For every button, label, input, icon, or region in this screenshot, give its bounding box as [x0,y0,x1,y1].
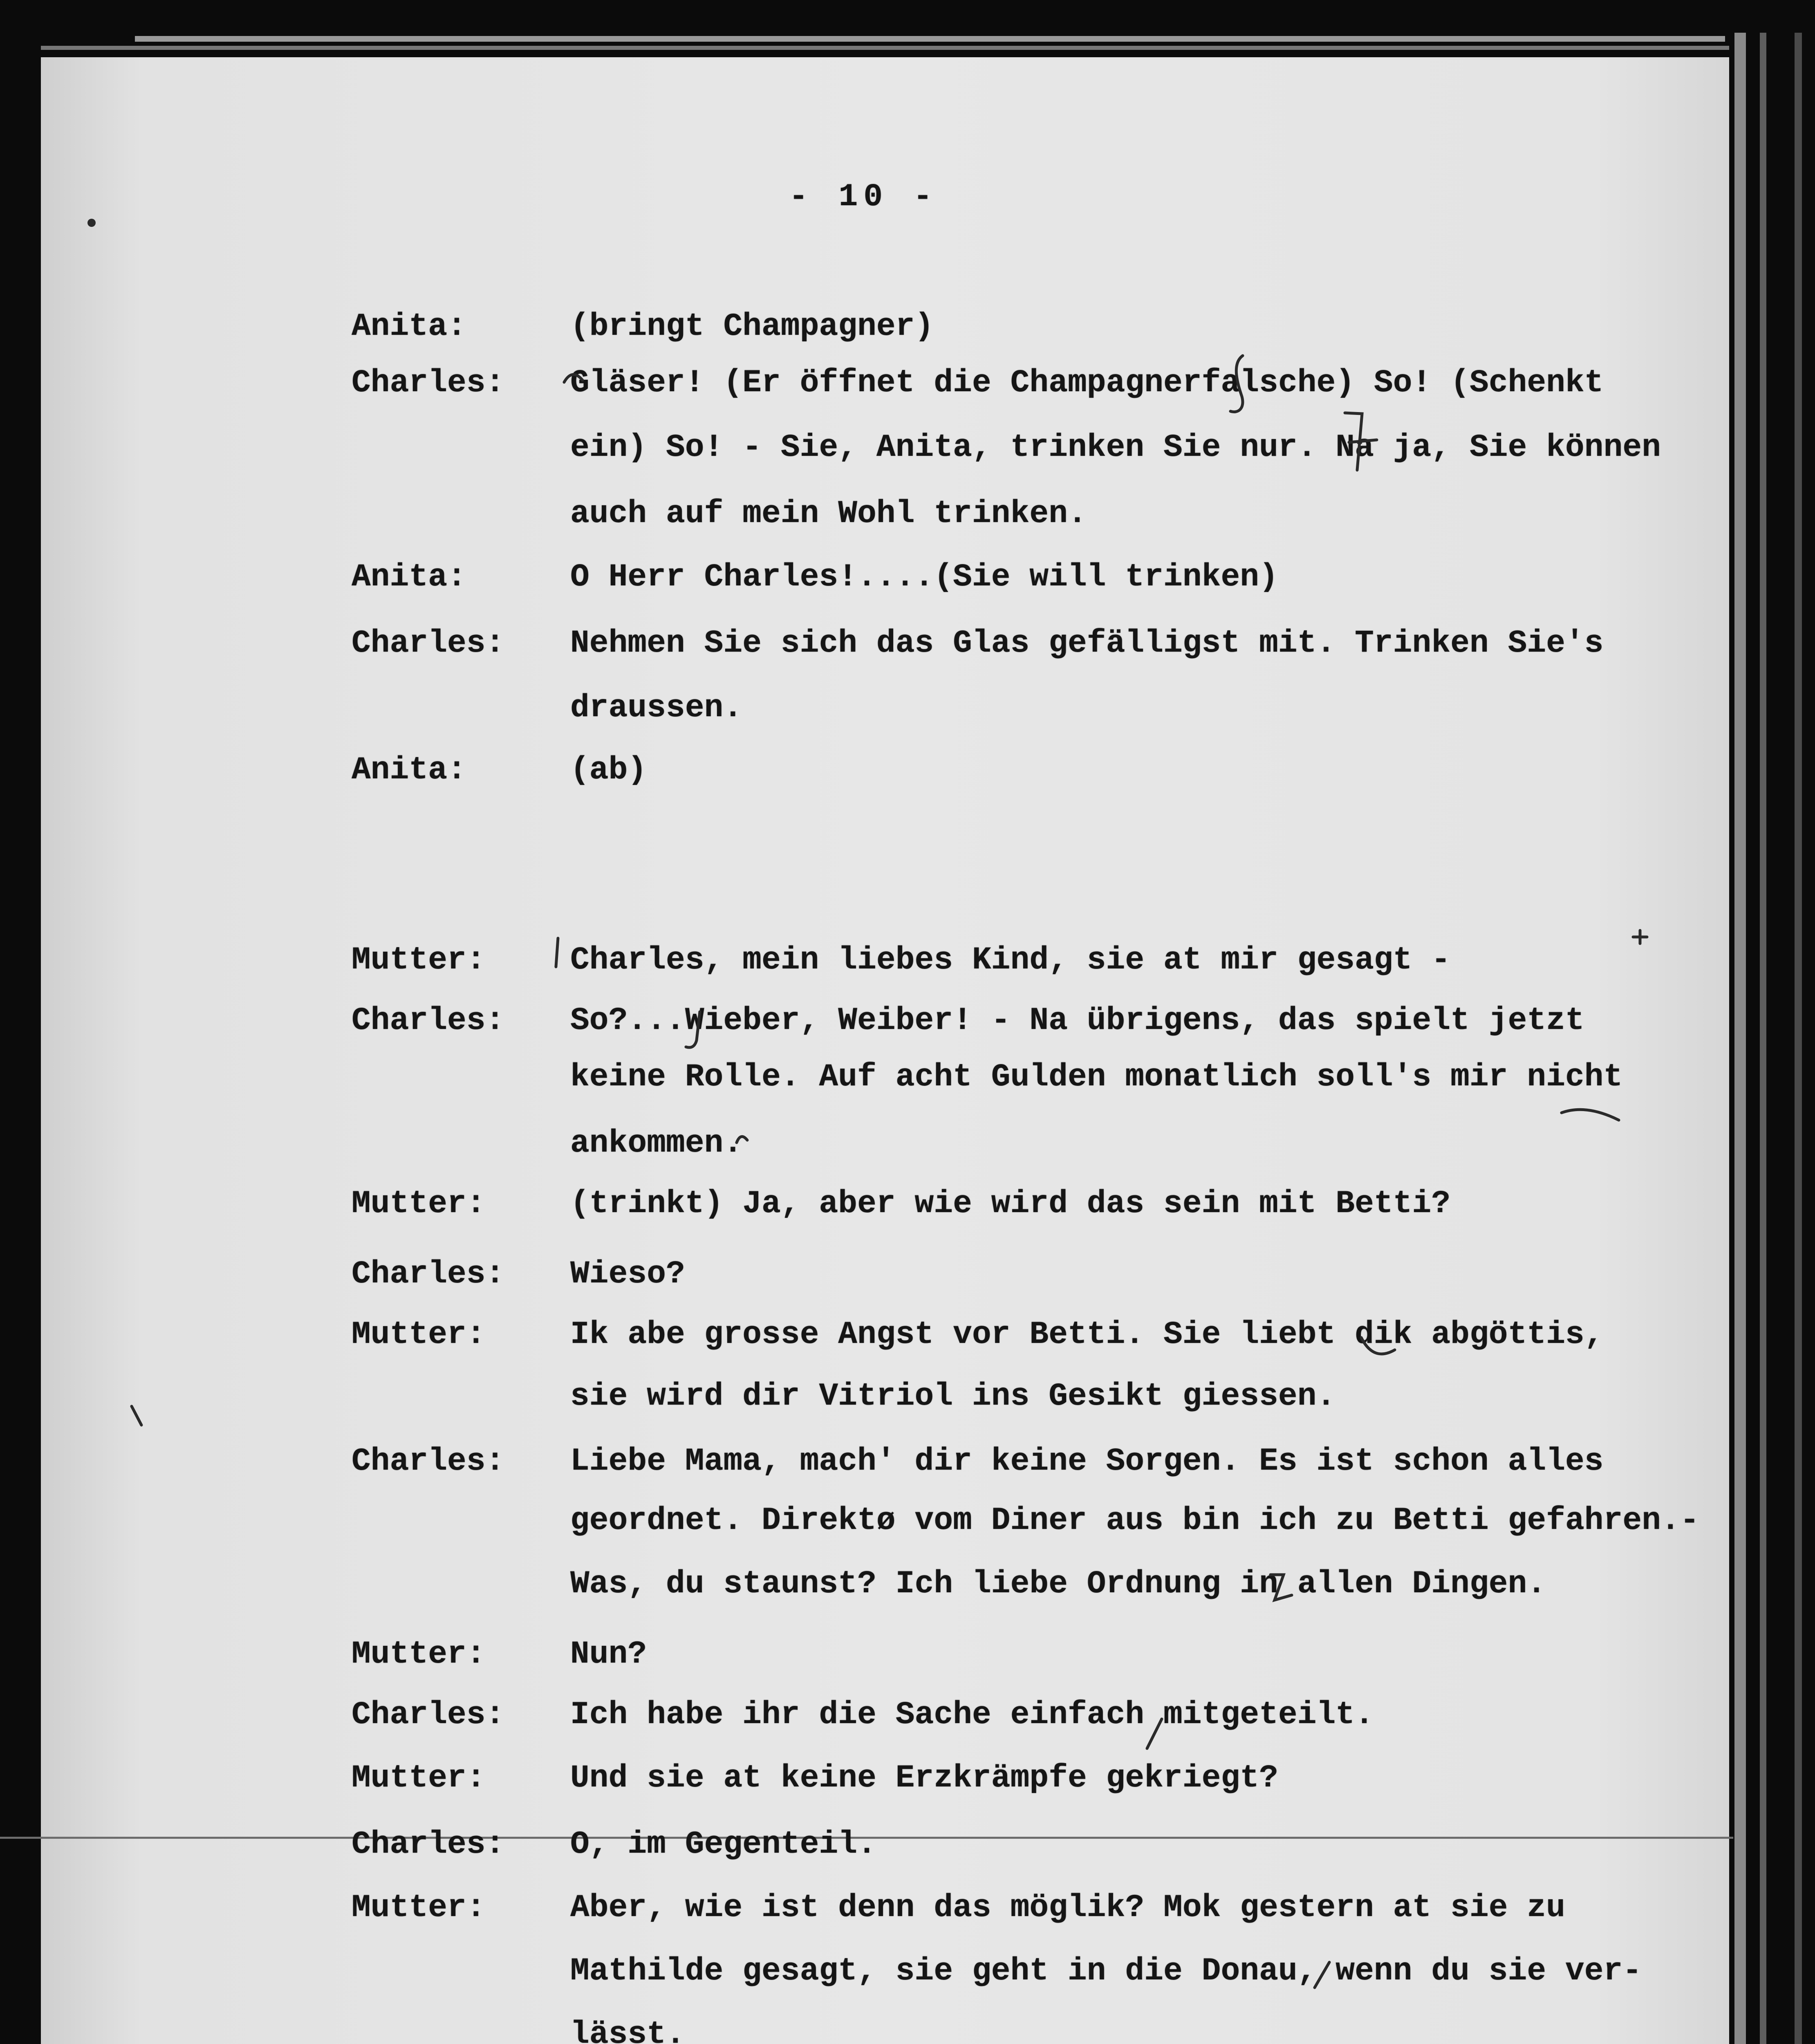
dialogue-line [0,1059,1815,1096]
page-header [0,179,1815,215]
dialogue-line [0,1953,1815,1990]
dialogue-text: Liebe Mama, mach' dir keine Sorgen. Es ist schon alles [570,1443,1604,1479]
dialogue-text: Nun? [570,1636,647,1672]
dialogue-line [0,308,1815,345]
dialogue-text: sie wird dir Vitriol ins Gesikt giessen. [570,1378,1336,1414]
dialogue-text: Ich habe ihr die Sache einfach mitgeteilt. [570,1697,1374,1733]
dialogue-line [0,690,1815,726]
dialogue-line [0,2016,1815,2044]
speaker-label: Charles: [352,1443,505,1479]
speaker-label: Anita: [352,309,466,345]
speaker-label: Mutter: [352,1186,486,1222]
dialogue-text: So?...Wieber, Weiber! - Na übrigens, das spielt jetzt [570,1003,1584,1039]
dialogue-text: (ab) [570,752,647,788]
speaker-label: Charles: [352,1256,505,1292]
dialogue-line [0,1316,1815,1353]
dialogue-text: draussen. [570,690,743,726]
dialogue-text: Und sie at keine Erzkrämpfe gekriegt? [570,1760,1278,1796]
dialogue-line [0,752,1815,789]
speaker-label: Charles: [352,1697,505,1733]
speaker-label: Charles: [352,365,505,401]
dialogue-text: Ik abe grosse Angst vor Betti. Sie liebt dik abgöttis, [570,1317,1604,1353]
speaker-label: Anita: [352,752,466,788]
speaker-label: Anita: [352,559,466,595]
dialogue-line [0,1889,1815,1926]
page-stack-edge-top [135,36,1725,42]
dialogue-text: Mathilde gesagt, sie geht in die Donau, wenn du sie ver- [570,1953,1642,1989]
typewritten-page [41,57,1729,2044]
dialogue-text: (bringt Champagner) [570,309,934,345]
dialogue-line [0,1760,1815,1797]
dialogue-line [0,1378,1815,1415]
dialogue-text: Was, du staunst? Ich liebe Ordnung in allen Dingen. [570,1566,1546,1602]
dialogue-text: (trinkt) Ja, aber wie wird das sein mit Betti? [570,1186,1451,1222]
dialogue-line [0,1826,1815,1863]
dialogue-line [0,429,1815,466]
dialogue-text: O, im Gegenteil. [570,1827,876,1862]
speaker-label: Mutter: [352,1890,486,1926]
dialogue-line [0,625,1815,662]
dialogue-line [0,1256,1815,1293]
dialogue-line [0,1697,1815,1733]
dialogue-line [0,1443,1815,1480]
dialogue-text: Aber, wie ist denn das möglik? Mok gestern at sie zu [570,1890,1565,1926]
page-number: - 10 - [789,179,938,215]
dialogue-line [0,1186,1815,1222]
dialogue-text: O Herr Charles!....(Sie will trinken) [570,559,1278,595]
dialogue-line [0,1566,1815,1602]
dialogue-text: Nehmen Sie sich das Glas gefälligst mit. Trinken Sie's [570,625,1604,661]
dialogue-line [0,495,1815,532]
dialogue-text: Gläser! (Er öffnet die Champagnerfalsche) So! (Schenkt [570,365,1604,401]
dialogue-text: ein) So! - Sie, Anita, trinken Sie nur. Na ja, Sie können [570,430,1661,466]
dialogue-line [0,559,1815,596]
dialogue-text: lässt. [570,2017,685,2044]
dialogue-line [0,1125,1815,1162]
dialogue-text: auch auf mein Wohl trinken. [570,496,1087,532]
speaker-label: Charles: [352,625,505,661]
speaker-label: Charles: [352,1003,505,1039]
dialogue-text: Charles, mein liebes Kind, sie at mir gesagt - [570,942,1451,978]
dialogue-line [0,1502,1815,1539]
dialogue-text: keine Rolle. Auf acht Gulden monatlich soll's mir nicht [570,1059,1623,1095]
speaker-label: Mutter: [352,1760,486,1796]
dialogue-text: geordnet. Direktø vom Diner aus bin ich zu Betti gefahren.- [570,1503,1699,1539]
dialogue-text: Wieso? [570,1256,685,1292]
speaker-label: Mutter: [352,1317,486,1353]
dialogue-line [0,1636,1815,1673]
page-stack-edge-top [41,46,1729,50]
speaker-label: Charles: [352,1827,505,1862]
speaker-label: Mutter: [352,1636,486,1672]
dialogue-line [0,1002,1815,1039]
speaker-label: Mutter: [352,942,486,978]
dialogue-line [0,365,1815,401]
dialogue-line [0,942,1815,979]
dialogue-text: ankommen. [570,1125,743,1161]
